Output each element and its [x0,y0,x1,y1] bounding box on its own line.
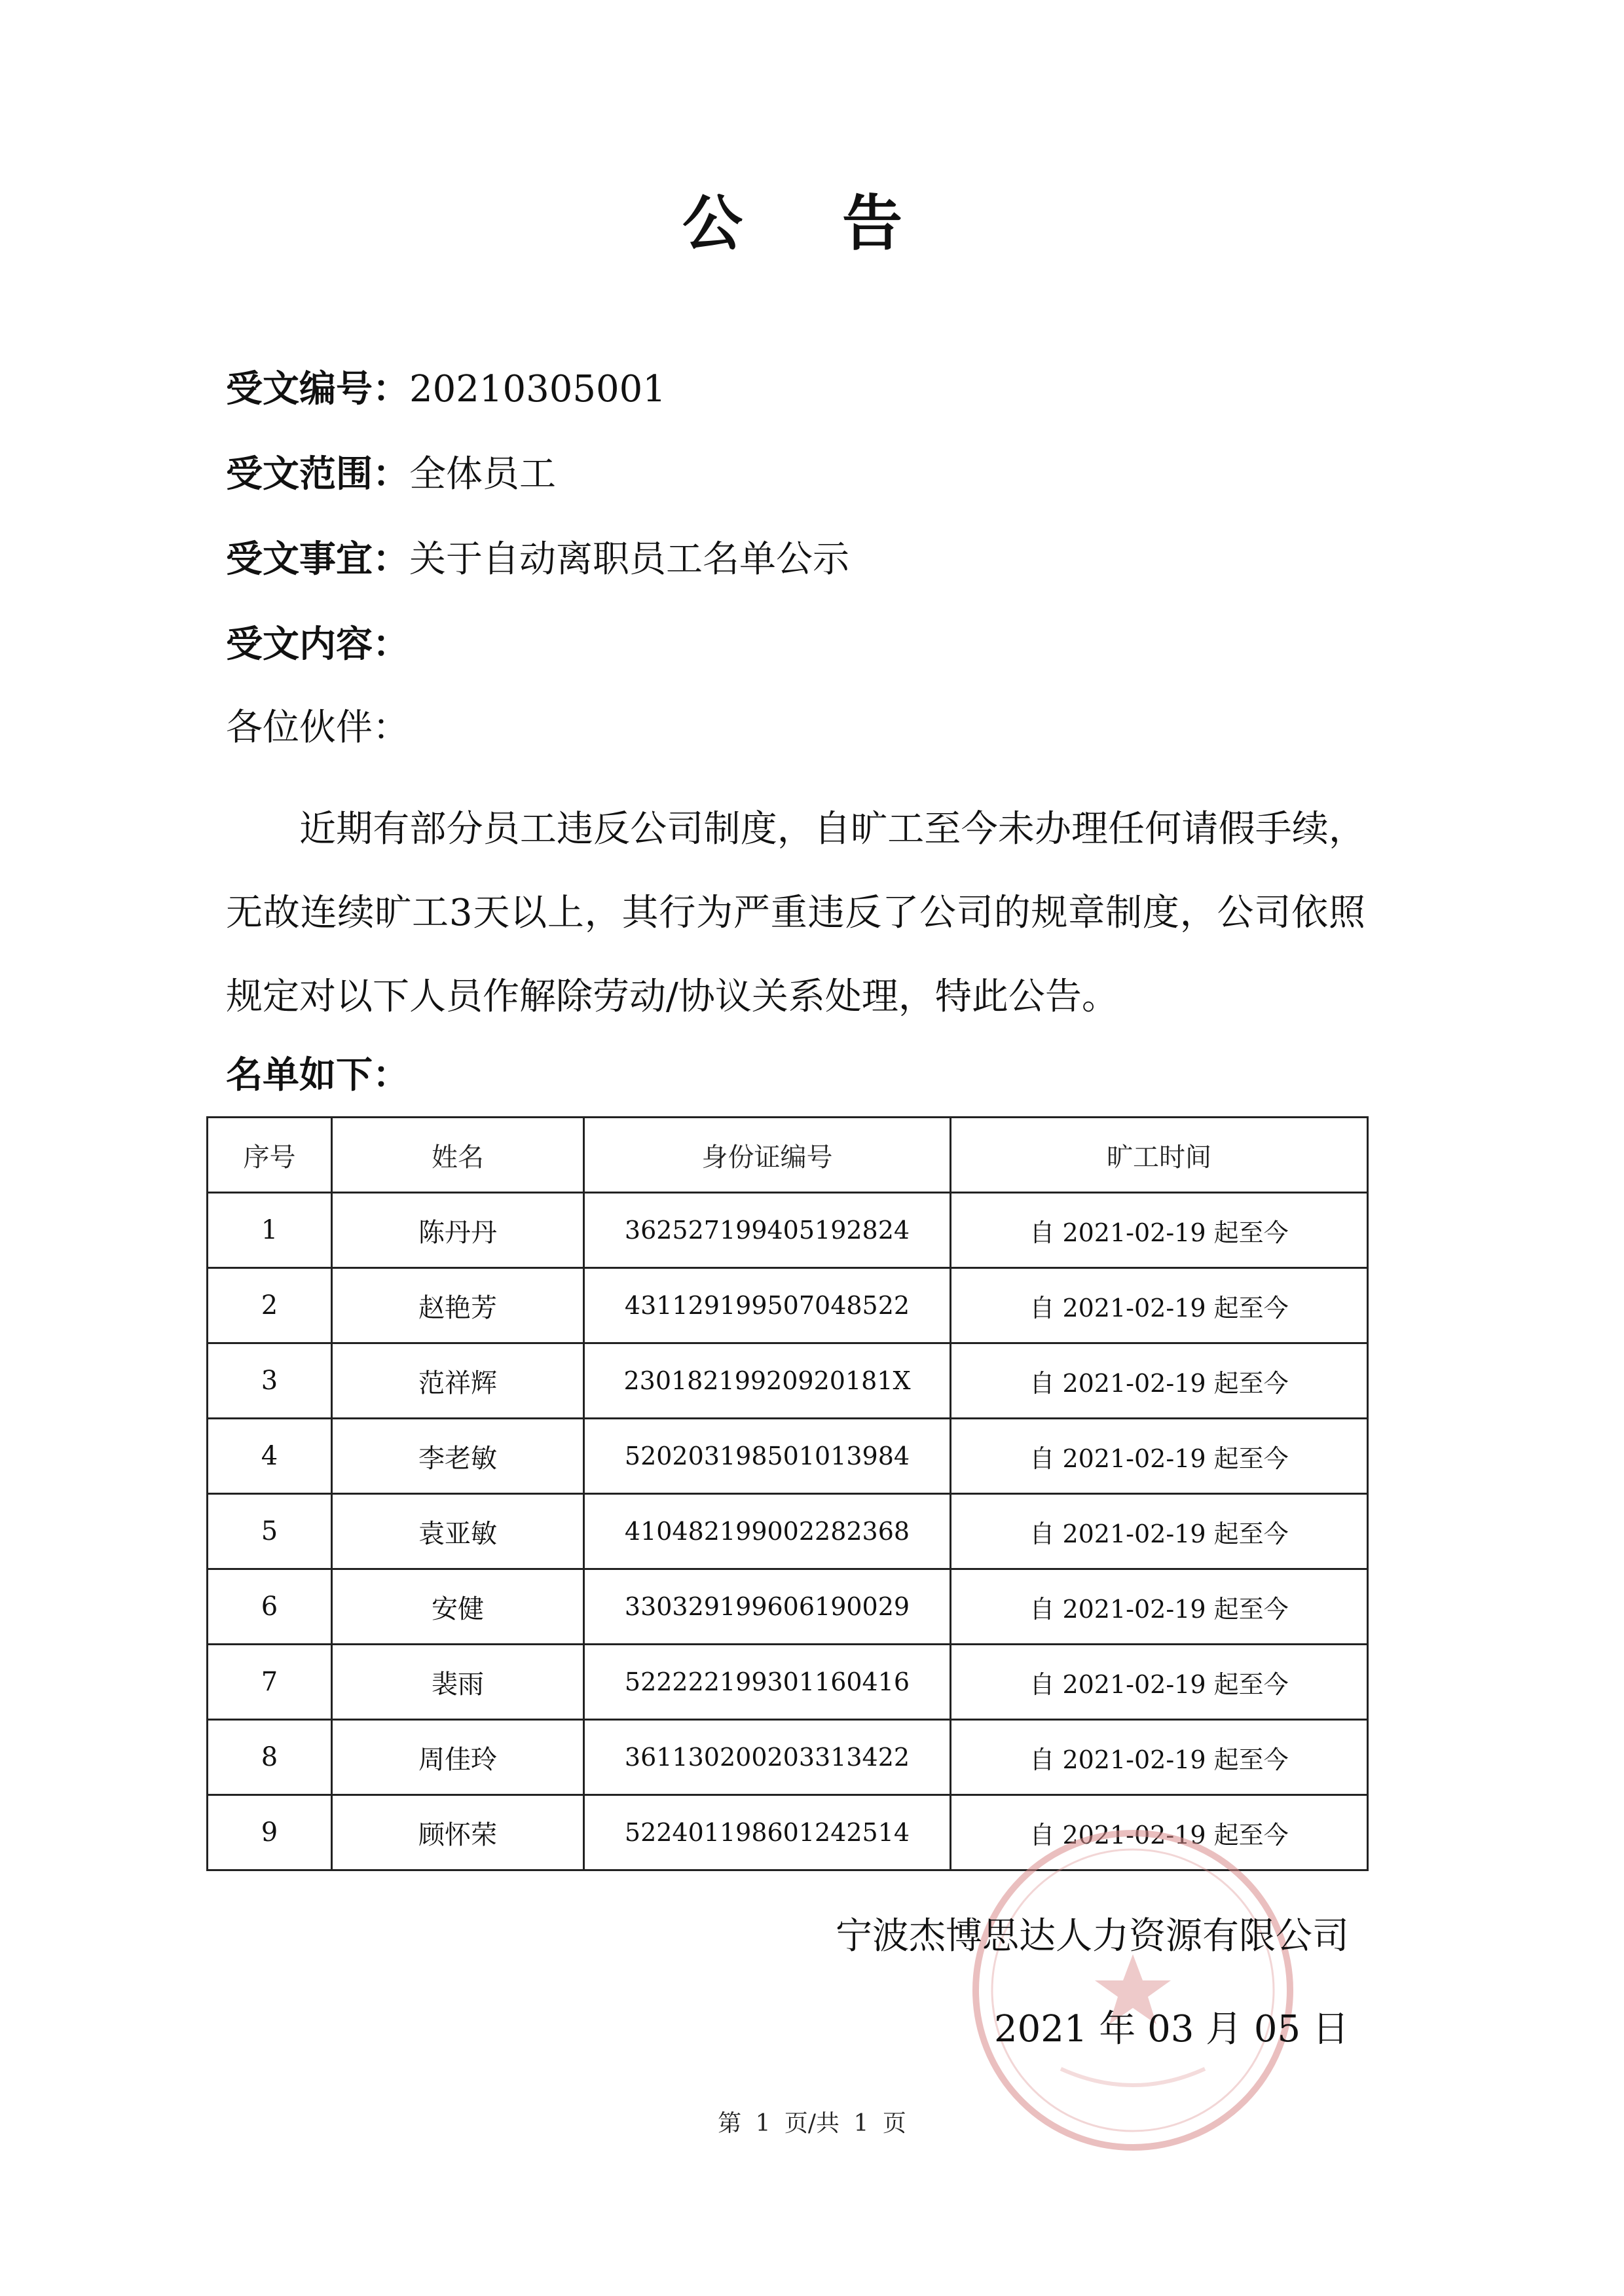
table-row [208,1193,1368,1268]
header-id-number: 身份证编号 [584,1118,951,1193]
meta-scope [226,448,556,501]
table-row [208,1569,1368,1645]
cell-name: 袁亚敏 [332,1494,584,1569]
cell-absence-time: 自 2021-02-19 起至今 [951,1268,1368,1343]
header-absence-time: 旷工时间 [951,1118,1368,1193]
cell-name: 陈丹丹 [332,1193,584,1268]
cell-absence-time: 自 2021-02-19 起至今 [951,1193,1368,1268]
meta-content [226,619,409,671]
cell-id-number: 362527199405192824 [584,1193,951,1268]
cell-absence-time: 自 2021-02-19 起至今 [951,1720,1368,1795]
cell-name: 范祥辉 [332,1343,584,1419]
seal-arc [1061,2069,1205,2085]
cell-id-number: 522401198601242514 [584,1795,951,1870]
table-row [208,1419,1368,1494]
cell-id-number: 330329199606190029 [584,1569,951,1645]
greeting: 各位伙伴： [226,706,409,749]
cell-id-number: 431129199507048522 [584,1268,951,1343]
cell-id-number: 361130200203313422 [584,1720,951,1795]
table-row [208,1268,1368,1343]
table-row [208,1343,1368,1419]
cell-index: 3 [208,1343,332,1419]
meta-value: 全体员工 [409,453,556,496]
notice-body: 近期有部分员工违反公司制度，自旷工至今未办理任何请假手续，无故连续旷工3天以上，其行为严重违反了公司的规章制度，公司依照规定对以下人员作解除劳动/协议关系处理，特此公告。 [226,808,1365,1018]
list-title: 名单如下： [226,1054,409,1097]
cell-id-number: 522222199301160416 [584,1645,951,1720]
cell-name: 周佳玲 [332,1720,584,1795]
page-title: 公 告 [682,189,942,259]
cell-absence-time: 自 2021-02-19 起至今 [951,1343,1368,1419]
meta-document-number [226,363,666,416]
cell-index: 7 [208,1645,332,1720]
meta-label: 受文编号： [226,368,409,410]
table-header-row [208,1118,1368,1193]
meta-value: 20210305001 [409,368,666,410]
cell-name: 安健 [332,1569,584,1645]
meta-label: 受文内容： [226,623,409,666]
cell-id-number: 410482199002282368 [584,1494,951,1569]
table-row [208,1645,1368,1720]
meta-label: 受文事宜： [226,538,409,581]
cell-id-number: 23018219920920181X [584,1343,951,1419]
cell-index: 9 [208,1795,332,1870]
cell-absence-time: 自 2021-02-19 起至今 [951,1795,1368,1870]
header-index: 序号 [208,1118,332,1193]
company-name: 宁波杰博思达人力资源有限公司 [836,1915,1349,1958]
meta-subject [226,534,849,586]
cell-id-number: 520203198501013984 [584,1419,951,1494]
meta-value: 关于自动离职员工名单公示 [409,538,849,581]
table-row [208,1494,1368,1569]
table-row [208,1720,1368,1795]
cell-name: 李老敏 [332,1419,584,1494]
cell-absence-time: 自 2021-02-19 起至今 [951,1419,1368,1494]
cell-index: 4 [208,1419,332,1494]
cell-index: 5 [208,1494,332,1569]
issue-date: 2021 年 03 月 05 日 [993,2008,1349,2050]
cell-index: 8 [208,1720,332,1795]
cell-name: 顾怀荣 [332,1795,584,1870]
cell-absence-time: 自 2021-02-19 起至今 [951,1494,1368,1569]
cell-absence-time: 自 2021-02-19 起至今 [951,1569,1368,1645]
employee-table [206,1116,1369,1871]
cell-index: 6 [208,1569,332,1645]
cell-name: 赵艳芳 [332,1268,584,1343]
cell-index: 1 [208,1193,332,1268]
page-number: 第 1 页/共 1 页 [718,2110,906,2137]
cell-absence-time: 自 2021-02-19 起至今 [951,1645,1368,1720]
cell-name: 裴雨 [332,1645,584,1720]
meta-label: 受文范围： [226,453,409,496]
cell-index: 2 [208,1268,332,1343]
header-name: 姓名 [332,1118,584,1193]
